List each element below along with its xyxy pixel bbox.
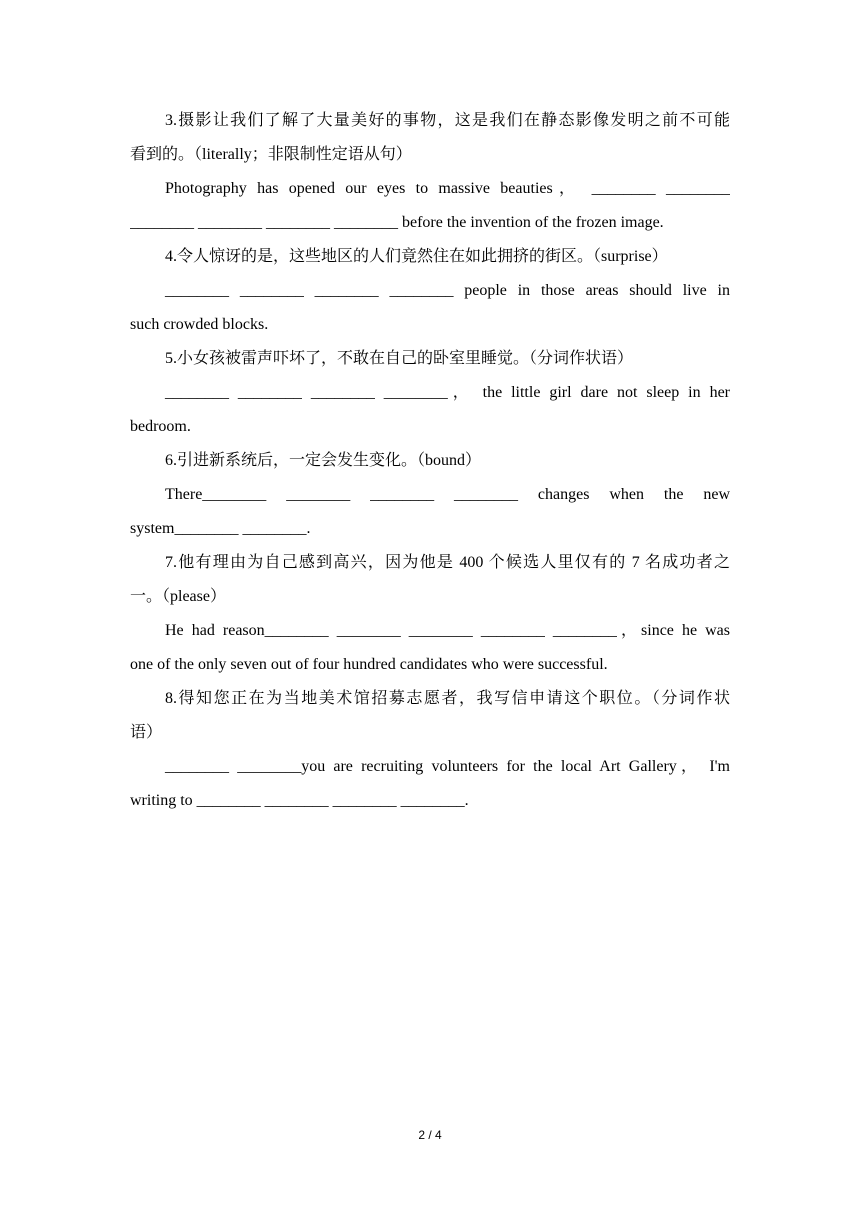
q6-english-line-1: There________ ________ ________ ________ changes when the new xyxy=(165,486,730,503)
q6-english-line-2: system________ ________. xyxy=(130,520,311,537)
q7-chinese-line-2: 一。（please） xyxy=(130,588,226,605)
q8-english-line-2: writing to ________ ________ ________ ________. xyxy=(130,792,469,809)
q3-chinese-line-2: 看到的。（literally；非限制性定语从句） xyxy=(130,146,412,163)
exercise-content xyxy=(130,104,730,818)
q5-chinese-line: 5.小女孩被雷声吓坏了，不敢在自己的卧室里睡觉。（分词作状语） xyxy=(165,350,634,367)
q7-chinese-line-1: 7.他有理由为自己感到高兴，因为他是 400 个候选人里仅有的 7 名成功者之 xyxy=(165,554,730,571)
q8-english-line-1: ________ ________you are recruiting volunteers for the local Art Gallery， I'm xyxy=(165,758,730,775)
q7-english-line-1: He had reason________ ________ ________ ________ ________，since he was xyxy=(165,622,730,639)
q4-chinese-line: 4.令人惊讶的是，这些地区的人们竟然住在如此拥挤的街区。（surprise） xyxy=(165,248,668,265)
q4-english-line-1: ________ ________ ________ ________ people in those areas should live in xyxy=(165,282,730,299)
q5-english-line-1: ________ ________ ________ ________， the little girl dare not sleep in her xyxy=(165,384,730,401)
q6-chinese-line: 6.引进新系统后，一定会发生变化。（bound） xyxy=(165,452,482,469)
q5-english-line-2: bedroom. xyxy=(130,418,191,435)
q3-english-line-1: Photography has opened our eyes to massive beauties， ________ ________ xyxy=(165,180,730,197)
page-number: 2 / 4 xyxy=(418,1128,442,1142)
q7-english-line-2: one of the only seven out of four hundred candidates who were successful. xyxy=(130,656,608,673)
q3-english-line-2: ________ ________ ________ ________ before the invention of the frozen image. xyxy=(130,214,664,231)
q3-chinese-line-1: 3.摄影让我们了解了大量美好的事物，这是我们在静态影像发明之前不可能 xyxy=(165,112,730,129)
q8-chinese-line-1: 8.得知您正在为当地美术馆招募志愿者，我写信申请这个职位。（分词作状 xyxy=(165,690,730,707)
q8-chinese-line-2: 语） xyxy=(130,724,163,741)
q4-english-line-2: such crowded blocks. xyxy=(130,316,269,333)
